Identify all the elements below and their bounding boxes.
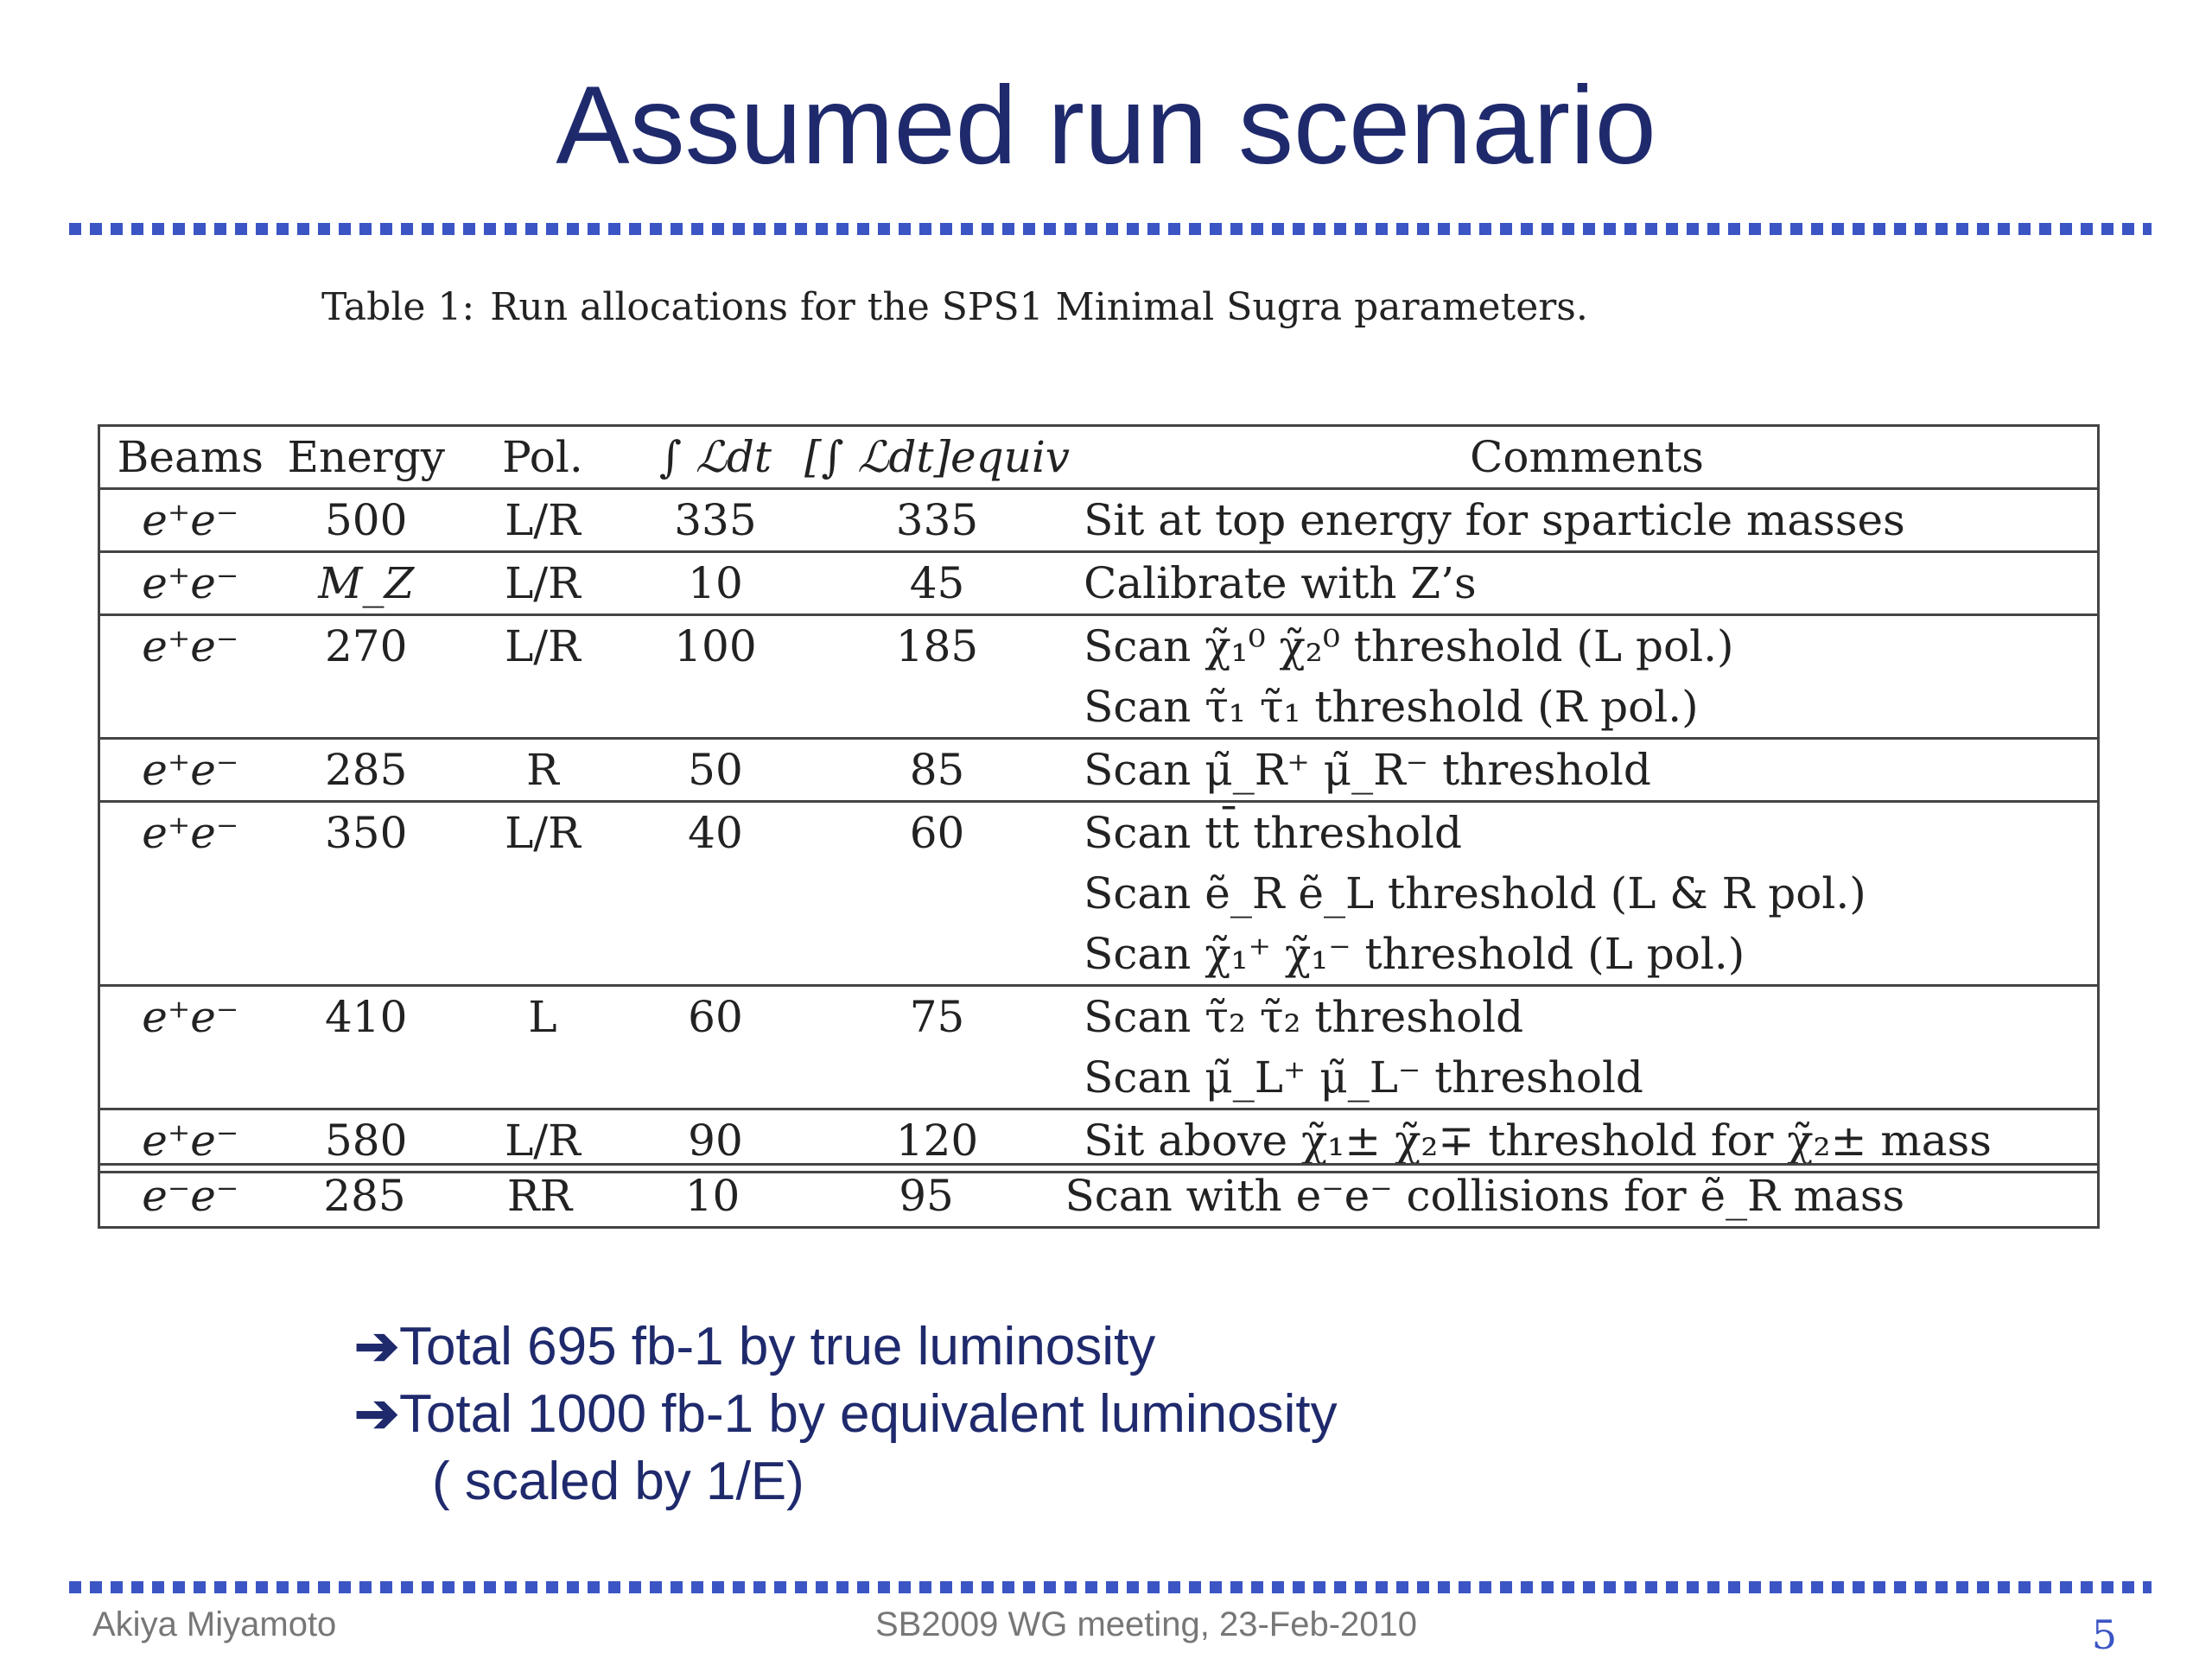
cell-equiv-luminosity: 85 <box>798 739 1077 802</box>
cell-luminosity: 50 <box>633 739 798 802</box>
cell-equiv-luminosity: 185 <box>798 615 1077 677</box>
top-divider <box>69 223 2152 235</box>
summary-line-true <box>354 1313 1338 1381</box>
cell-equiv-luminosity: 75 <box>798 986 1077 1048</box>
cell-luminosity: 10 <box>633 552 798 615</box>
bottom-divider <box>69 1581 2152 1593</box>
table-row <box>99 802 2099 864</box>
cell-energy: 270 <box>281 615 452 677</box>
cell-comment: Sit above χ̃₁± χ̃₂∓ threshold for χ̃₂± mass <box>1077 1109 2098 1173</box>
footer-author: Akiya Miyamoto <box>92 1605 337 1643</box>
cell-pol: L/R <box>452 552 633 615</box>
cell-comment: Scan μ̃_L⁺ μ̃_L⁻ threshold <box>1084 1052 1643 1103</box>
cell-energy: M_Z <box>281 552 452 615</box>
cell-pol <box>452 677 633 739</box>
cell-luminosity: 60 <box>633 986 798 1048</box>
cell-energy: 500 <box>281 489 452 552</box>
header-equiv-luminosity: [∫ ℒdt]equiv <box>804 432 1071 482</box>
cell-luminosity: 10 <box>684 1171 741 1221</box>
cell-equiv-luminosity <box>798 863 1077 924</box>
cell-beams <box>99 924 281 986</box>
cell-luminosity <box>633 677 798 739</box>
cell-comment: Scan ẽ_R ẽ_L threshold (L & R pol.) <box>1084 868 1866 918</box>
cell-equiv-luminosity: 45 <box>798 552 1077 615</box>
header-comments: Comments <box>1470 432 1704 482</box>
cell-beams <box>99 863 281 924</box>
cell-comment: Scan τ̃₂ τ̃₂ threshold <box>1077 986 2098 1048</box>
table-row <box>99 739 2099 802</box>
cell-comment: Scan with e⁻e⁻ collisions for ẽ_R mass <box>1065 1171 1905 1221</box>
cell-comment: Scan χ̃₁⁰ χ̃₂⁰ threshold (L pol.) <box>1077 615 2098 677</box>
cell-energy <box>281 924 452 986</box>
table-row <box>99 677 2099 739</box>
cell-pol: L/R <box>452 615 633 677</box>
cell-pol: L <box>452 986 633 1048</box>
cell-energy: 350 <box>281 802 452 864</box>
cell-luminosity <box>633 924 798 986</box>
cell-equiv-luminosity: 60 <box>798 802 1077 864</box>
cell-comment: Scan μ̃_R⁺ μ̃_R⁻ threshold <box>1077 739 2098 802</box>
cell-beams: e⁺e⁻ <box>99 986 281 1048</box>
cell-energy: 285 <box>281 739 452 802</box>
header-row <box>99 426 2099 489</box>
table-row <box>99 924 2099 986</box>
summary-block <box>354 1313 1338 1516</box>
cell-luminosity <box>633 863 798 924</box>
cell-comment: Sit at top energy for sparticle masses <box>1077 489 2098 552</box>
cell-comment: Scan τ̃₁ τ̃₁ threshold (R pol.) <box>1084 682 1699 732</box>
arrow-right-icon: ➔ <box>354 1317 399 1376</box>
cell-equiv-luminosity: 120 <box>798 1109 1077 1173</box>
cell-pol: L/R <box>452 802 633 864</box>
header-energy: Energy <box>287 432 445 482</box>
header-beams: Beams <box>117 432 264 482</box>
cell-beams <box>99 1047 281 1109</box>
cell-beams: e⁺e⁻ <box>99 739 281 802</box>
cell-equiv-luminosity <box>798 677 1077 739</box>
cell-beams: e⁺e⁻ <box>99 615 281 677</box>
cell-energy: 580 <box>281 1109 452 1173</box>
table-row <box>99 863 2099 924</box>
table-row <box>99 615 2099 677</box>
table-caption <box>321 285 1588 329</box>
cell-comment: Calibrate with Z’s <box>1077 552 2098 615</box>
cell-energy <box>281 677 452 739</box>
run-table <box>98 424 2100 1173</box>
cell-equiv-luminosity: 95 <box>899 1171 954 1221</box>
caption-label: Table 1: <box>321 285 475 329</box>
cell-beams: e⁺e⁻ <box>99 489 281 552</box>
ee-run-table <box>98 1163 2100 1229</box>
cell-luminosity: 90 <box>633 1109 798 1173</box>
cell-beams: e⁺e⁻ <box>99 802 281 864</box>
cell-equiv-luminosity: 335 <box>798 489 1077 552</box>
cell-comment: Scan tt̄ threshold <box>1077 802 2098 864</box>
header-luminosity: ∫ ℒdt <box>658 432 772 482</box>
footer-event: SB2009 WG meeting, 23-Feb-2010 <box>875 1605 1418 1643</box>
cell-beams: e⁻e⁻ <box>142 1171 239 1221</box>
cell-pol <box>452 924 633 986</box>
caption-text: Run allocations for the SPS1 Minimal Sugra parameters. <box>490 285 1588 329</box>
cell-energy <box>281 1047 452 1109</box>
cell-energy <box>281 863 452 924</box>
summary-line-equiv <box>354 1381 1338 1448</box>
cell-comment: Scan χ̃₁⁺ χ̃₁⁻ threshold (L pol.) <box>1084 929 1745 979</box>
summary-note: ( scaled by 1/E) <box>432 1452 804 1511</box>
cell-pol <box>452 1047 633 1109</box>
cell-energy: 285 <box>323 1171 406 1221</box>
cell-luminosity <box>633 1047 798 1109</box>
cell-pol <box>452 863 633 924</box>
cell-luminosity: 335 <box>633 489 798 552</box>
table-row <box>99 1165 2099 1228</box>
cell-luminosity: 100 <box>633 615 798 677</box>
cell-equiv-luminosity <box>798 1047 1077 1109</box>
header-pol: Pol. <box>502 432 583 482</box>
table-row <box>99 1047 2099 1109</box>
arrow-right-icon: ➔ <box>354 1384 399 1444</box>
table-row <box>99 489 2099 552</box>
cell-beams: e⁺e⁻ <box>99 1109 281 1173</box>
cell-beams: e⁺e⁻ <box>99 552 281 615</box>
slide-title: Assumed run scenario <box>556 64 1656 188</box>
cell-beams <box>99 677 281 739</box>
cell-pol: RR <box>506 1171 573 1221</box>
summary-text: Total 1000 fb-1 by equivalent luminosity <box>398 1384 1338 1444</box>
table-row <box>99 552 2099 615</box>
cell-pol: L/R <box>452 489 633 552</box>
cell-luminosity: 40 <box>633 802 798 864</box>
summary-text: Total 695 fb-1 by true luminosity <box>398 1317 1156 1376</box>
cell-pol: R <box>452 739 633 802</box>
cell-pol: L/R <box>452 1109 633 1173</box>
cell-energy: 410 <box>281 986 452 1048</box>
cell-equiv-luminosity <box>798 924 1077 986</box>
table-row <box>99 986 2099 1048</box>
page-number: 5 <box>2091 1611 2117 1658</box>
